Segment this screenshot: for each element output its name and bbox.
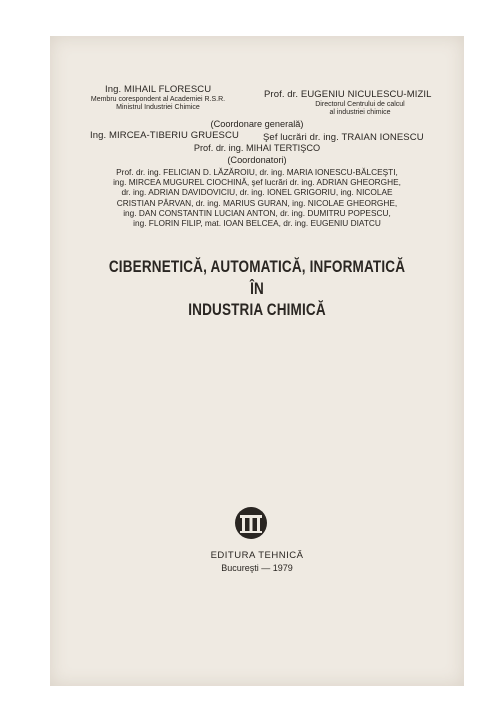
coordinator-right-role-line2: al industriei chimice bbox=[329, 109, 391, 116]
coordinator-left-name: Ing. MIHAIL FLORESCU bbox=[105, 84, 212, 95]
coordinator-left-role-line1: Membru corespondent al Academiei R.S.R. bbox=[90, 96, 226, 103]
publisher-logo-icon bbox=[234, 506, 268, 540]
book-title-line2: ÎN bbox=[250, 280, 264, 298]
author-line: ing. FLORIN FILIP, mat. IOAN BELCEA, dr. ing. EUGENIU DIATCU bbox=[133, 218, 381, 229]
author-line: CRISTIAN PÂRVAN, dr. ing. MARIUS GURAN, ing. NICOLAE GHEORGHE, bbox=[116, 197, 398, 208]
coordinator-left-role bbox=[78, 96, 238, 112]
author-line: ing. DAN CONSTANTIN LUCIAN ANTON, dr. ing. DUMITRU POPESCU, bbox=[123, 207, 391, 218]
authors-list bbox=[60, 167, 454, 228]
author-line: dr. ing. ADRIAN DAVIDOVICIU, dr. ing. IONEL GRIGORIU, ing. NICOLAE bbox=[121, 187, 393, 198]
coordinator-right-role-line1: Directorul Centrului de calcul bbox=[315, 101, 405, 108]
author-line: Prof. dr. ing. FELICIAN D. LĂZĂROIU, dr. ing. MARIA IONESCU-BĂLCEŞTI, bbox=[116, 167, 398, 177]
coordinator-right-name: Prof. dr. EUGENIU NICULESCU-MIZIL bbox=[264, 89, 432, 100]
author-line: ing. MIRCEA MUGUREL CIOCHINĂ, şef lucrări dr. ing. ADRIAN GHEORGHE, bbox=[113, 177, 401, 188]
book-title-line1: CIBERNETICĂ, AUTOMATICĂ, INFORMATICĂ bbox=[108, 258, 406, 276]
coordinator-gruescu: Ing. MIRCEA-TIBERIU GRUESCU bbox=[90, 130, 239, 141]
title-page bbox=[50, 36, 464, 686]
coordinator-ionescu: Şef lucrări dr. ing. TRAIAN IONESCU bbox=[263, 132, 424, 143]
coordinators-label: (Coordonatori) bbox=[227, 155, 287, 165]
coordinator-tertisco: Prof. dr. ing. MIHAI TERTIŞCO bbox=[193, 143, 321, 153]
coordinator-left-role-line2: Ministrul Industriei Chimice bbox=[116, 104, 200, 111]
coordinator-right-role bbox=[290, 101, 430, 117]
general-coordination-label: (Coordonare generală) bbox=[210, 119, 304, 129]
publisher-name: EDITURA TEHNICĂ bbox=[210, 550, 304, 561]
book-title-line3: INDUSTRIA CHIMICĂ bbox=[188, 301, 326, 319]
publisher-city-year: Bucureşti — 1979 bbox=[221, 563, 293, 573]
